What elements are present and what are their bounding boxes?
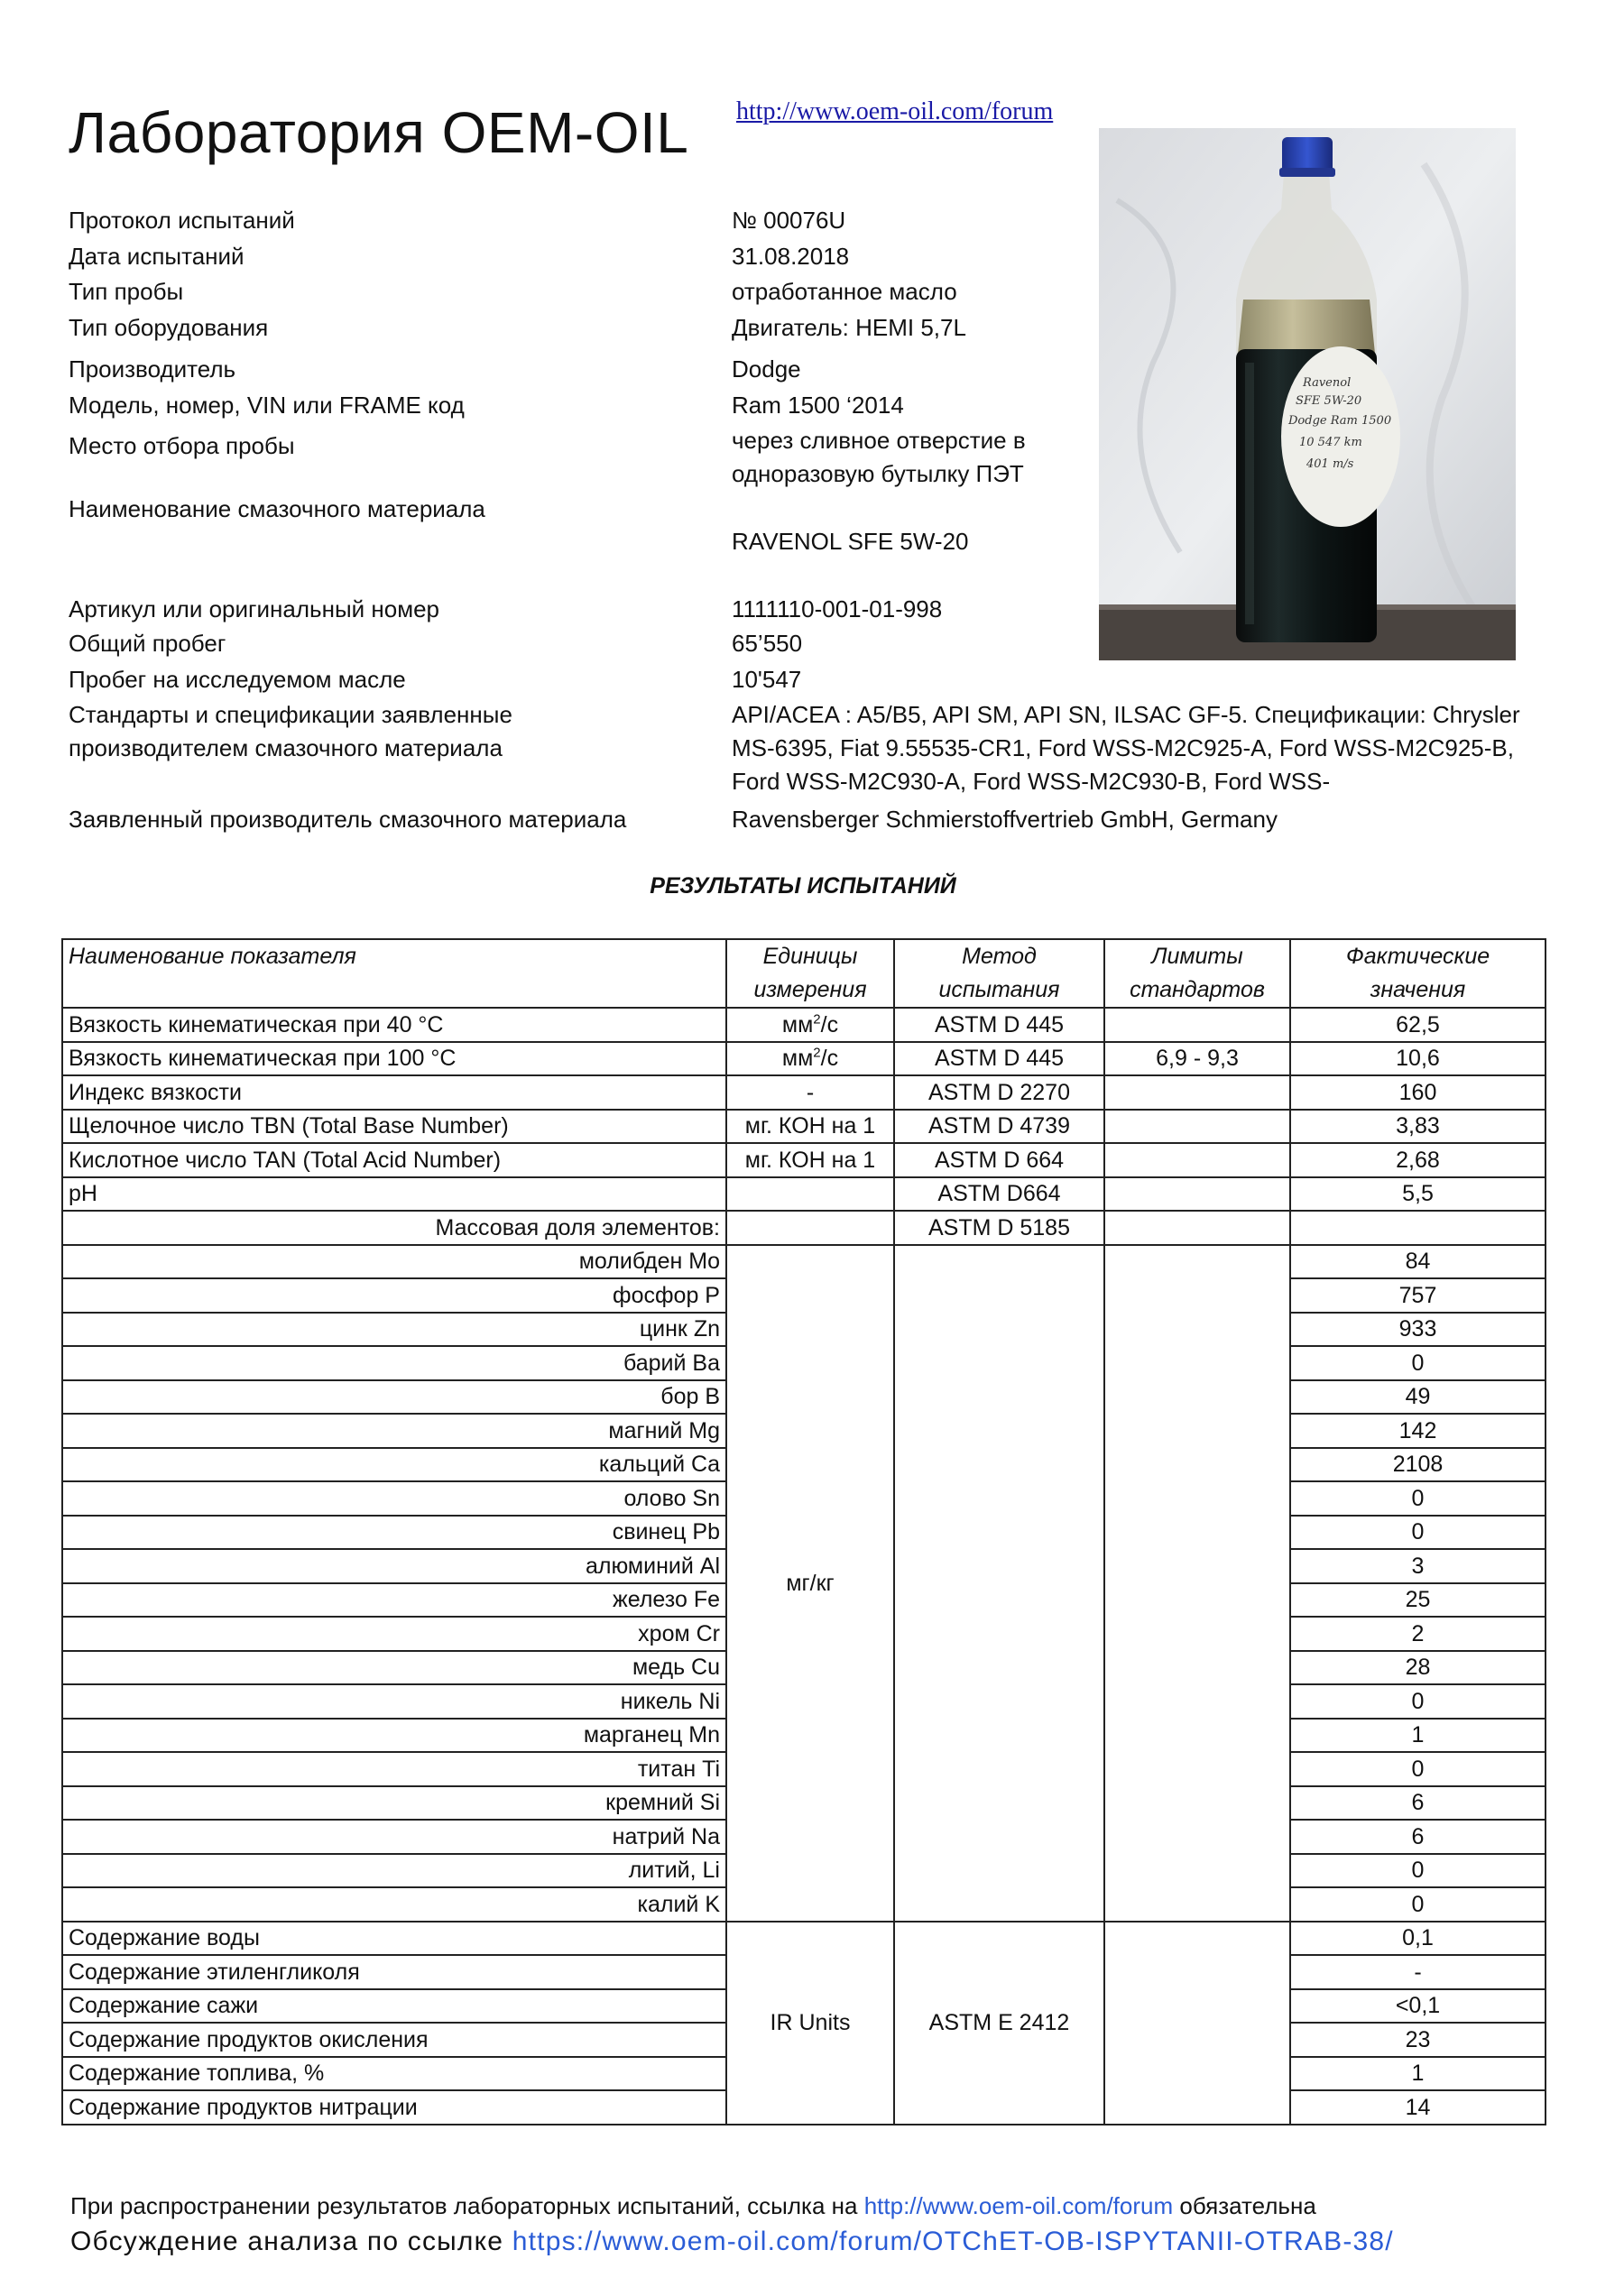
element-value: 0 — [1290, 1346, 1546, 1380]
label-line-1: Ravenol — [1303, 376, 1352, 390]
info-label: Производитель — [69, 355, 236, 383]
label-line-3: Dodge Ram 1500 — [1288, 414, 1392, 428]
unit-tail: /с — [820, 1046, 839, 1072]
info-value: Ravensberger Schmierstoffvertrieb GmbH, Germany — [732, 806, 1278, 833]
row-unit — [726, 1143, 894, 1177]
table-header-row — [62, 939, 1546, 1008]
label-line-4: 10 547 km — [1299, 436, 1362, 449]
row-name: Вязкость кинематическая при 100 °С — [62, 1042, 726, 1076]
table-row — [62, 1211, 1546, 1245]
row-unit — [726, 1075, 894, 1110]
ir-value: 0,1 — [1290, 1922, 1546, 1956]
info-label: Заявленный производитель смазочного материала — [69, 806, 627, 833]
info-label: Артикул или оригинальный номер — [69, 595, 439, 622]
element-name: олово Sn — [62, 1481, 726, 1516]
row-method: ASTM D 445 — [894, 1042, 1104, 1076]
row-method: ASTM D 445 — [894, 1008, 1104, 1042]
column-header: Единицы измерения — [726, 939, 894, 1008]
info-label: Наименование смазочного материала — [69, 495, 485, 522]
ir-value: 23 — [1290, 2023, 1546, 2057]
row-name: pH — [62, 1177, 726, 1212]
table-row — [62, 1075, 1546, 1110]
element-value: 2108 — [1290, 1448, 1546, 1482]
row-limit: 6,9 - 9,3 — [1104, 1042, 1290, 1076]
unit-exponent: 2 — [813, 1045, 821, 1061]
element-name: хром Cr — [62, 1617, 726, 1651]
element-name: натрий Na — [62, 1820, 726, 1854]
element-name: литий, Li — [62, 1854, 726, 1888]
element-name: калий K — [62, 1887, 726, 1922]
row-method: ASTM D 664 — [894, 1143, 1104, 1177]
elements-header: Массовая доля элементов: — [62, 1211, 726, 1245]
unit-text: мг. КОН на 1 — [744, 1113, 876, 1139]
row-method: ASTM D664 — [894, 1177, 1104, 1212]
ir-name: Содержание продуктов нитрации — [62, 2090, 726, 2125]
ir-value: - — [1290, 1955, 1546, 1989]
page-title: Лаборатория OEM-OIL — [69, 100, 689, 165]
row-limit — [1104, 1922, 1290, 2125]
ir-value: <0,1 — [1290, 1989, 1546, 2024]
element-name: медь Cu — [62, 1651, 726, 1685]
table-row — [62, 1245, 1546, 1279]
column-header: Фактические значения — [1290, 939, 1546, 1008]
element-value: 0 — [1290, 1854, 1546, 1888]
ir-value: 14 — [1290, 2090, 1546, 2125]
table-row — [62, 1008, 1546, 1042]
info-label: Общий пробег — [69, 630, 226, 657]
element-name: цинк Zn — [62, 1313, 726, 1347]
footer-discuss-link[interactable]: https://www.oem-oil.com/forum/OTChET-OB-ISPYTANII-OTRAB-38/ — [512, 2227, 1394, 2256]
row-value: 62,5 — [1290, 1008, 1546, 1042]
row-unit — [726, 1211, 894, 1245]
row-unit — [726, 1008, 894, 1042]
element-value: 0 — [1290, 1684, 1546, 1719]
row-limit — [1104, 1110, 1290, 1144]
ir-method: ASTM E 2412 — [894, 1922, 1104, 2125]
element-name: марганец Mn — [62, 1719, 726, 1753]
element-name: магний Mg — [62, 1414, 726, 1448]
table-row — [62, 1042, 1546, 1076]
row-name: Вязкость кинематическая при 40 °С — [62, 1008, 726, 1042]
results-table — [61, 938, 1546, 2125]
row-method: ASTM D 5185 — [894, 1211, 1104, 1245]
elements-unit: мг/кг — [726, 1245, 894, 1922]
element-value: 6 — [1290, 1786, 1546, 1821]
row-limit — [1104, 1245, 1290, 1922]
info-value: API/ACEA : A5/B5, API SM, API SN, ILSAC GF-5. Спецификации: Chrysler MS-6395, Fiat 9.55535-CR1, Ford WSS-M2C925-A, Ford WSS-M2C925-B, Ford WSS-M2C930-A, Ford WSS-M2C930-B, Ford WSS- — [732, 701, 1520, 795]
row-value: 10,6 — [1290, 1042, 1546, 1076]
info-value: 65’550 — [732, 630, 803, 657]
info-label: Тип оборудования — [69, 314, 269, 341]
unit-text: - — [806, 1079, 815, 1105]
row-unit — [726, 1177, 894, 1212]
ir-name: Содержание сажи — [62, 1989, 726, 2024]
row-value: 160 — [1290, 1075, 1546, 1110]
table-row — [62, 1110, 1546, 1144]
row-value — [1290, 1211, 1546, 1245]
row-limit — [1104, 1075, 1290, 1110]
row-limit — [1104, 1211, 1290, 1245]
element-value: 6 — [1290, 1820, 1546, 1854]
row-method: ASTM D 2270 — [894, 1075, 1104, 1110]
unit-text: мм — [781, 1011, 814, 1037]
element-value: 3 — [1290, 1549, 1546, 1583]
element-value: 757 — [1290, 1278, 1546, 1313]
label-line-5: 401 m/s — [1306, 457, 1354, 471]
results-title: РЕЗУЛЬТАТЫ ИСПЫТАНИЙ — [650, 873, 956, 899]
column-header: Лимиты стандартов — [1104, 939, 1290, 1008]
row-value: 5,5 — [1290, 1177, 1546, 1212]
footer-discuss-text: Обсуждение анализа по ссылке — [70, 2227, 504, 2256]
element-value: 0 — [1290, 1752, 1546, 1786]
info-value: Двигатель: HEMI 5,7L — [732, 314, 966, 341]
table-row — [62, 1922, 1546, 1956]
ir-name: Содержание воды — [62, 1922, 726, 1956]
row-value: 3,83 — [1290, 1110, 1546, 1144]
unit-text: мм — [781, 1046, 814, 1072]
footer-note-text: При распространении результатов лабораторных испытаний, ссылка на — [70, 2192, 858, 2219]
unit-tail: /с — [820, 1011, 839, 1037]
info-value: отработанное масло — [732, 278, 957, 305]
info-value: 10'547 — [732, 666, 802, 693]
column-header: Наименование показателя — [62, 939, 726, 1008]
row-unit — [726, 1042, 894, 1076]
row-method — [894, 1245, 1104, 1922]
unit-text: мг. КОН на 1 — [744, 1147, 876, 1173]
element-value: 25 — [1290, 1583, 1546, 1618]
element-name: титан Ti — [62, 1752, 726, 1786]
unit-exponent: 2 — [813, 1011, 821, 1028]
info-label: Дата испытаний — [69, 243, 245, 270]
element-value: 2 — [1290, 1617, 1546, 1651]
row-limit — [1104, 1177, 1290, 1212]
info-value: RAVENOL SFE 5W-20 — [732, 528, 969, 555]
row-name: Щелочное число TBN (Total Base Number) — [62, 1110, 726, 1144]
info-label: Тип пробы — [69, 278, 184, 305]
sample-bottle-photo — [1099, 128, 1516, 660]
ir-name: Содержание топлива, % — [62, 2057, 726, 2091]
element-name: фосфор P — [62, 1278, 726, 1313]
element-name: свинец Pb — [62, 1516, 726, 1550]
row-value: 2,68 — [1290, 1143, 1546, 1177]
footer-note-tail: обязательна — [1179, 2192, 1316, 2219]
info-label: Протокол испытаний — [69, 207, 295, 234]
row-limit — [1104, 1143, 1290, 1177]
ir-value: 1 — [1290, 2057, 1546, 2091]
row-unit — [726, 1110, 894, 1144]
footer-note — [70, 2192, 1316, 2220]
row-method: ASTM D 4739 — [894, 1110, 1104, 1144]
ir-name: Содержание этиленгликоля — [62, 1955, 726, 1989]
info-value: Ram 1500 ‘2014 — [732, 392, 904, 419]
element-value: 28 — [1290, 1651, 1546, 1685]
row-name: Кислотное число TAN (Total Acid Number) — [62, 1143, 726, 1177]
element-value: 1 — [1290, 1719, 1546, 1753]
footer-discussion — [70, 2227, 1394, 2257]
row-limit — [1104, 1008, 1290, 1042]
element-value: 0 — [1290, 1516, 1546, 1550]
ir-unit: IR Units — [726, 1922, 894, 2125]
element-name: никель Ni — [62, 1684, 726, 1719]
element-name: барий Ba — [62, 1346, 726, 1380]
ir-name: Содержание продуктов окисления — [62, 2023, 726, 2057]
element-value: 84 — [1290, 1245, 1546, 1279]
info-label: Пробег на исследуемом масле — [69, 666, 406, 693]
element-name: кальций Ca — [62, 1448, 726, 1482]
info-value: 1111110-001-01-998 — [732, 595, 943, 622]
info-value: 31.08.2018 — [732, 243, 850, 270]
table-row — [62, 1143, 1546, 1177]
info-label: Место отбора пробы — [69, 432, 295, 459]
forum-link[interactable]: http://www.oem-oil.com/forum — [736, 97, 1054, 125]
info-label: Стандарты и спецификации заявленные производителем смазочного материала — [69, 701, 512, 761]
element-name: молибден Mo — [62, 1245, 726, 1279]
element-value: 49 — [1290, 1380, 1546, 1415]
element-name: бор B — [62, 1380, 726, 1415]
element-value: 0 — [1290, 1481, 1546, 1516]
element-name: кремний Si — [62, 1786, 726, 1821]
element-value: 933 — [1290, 1313, 1546, 1347]
info-value: № 00076U — [732, 207, 846, 234]
label-line-2: SFE 5W-20 — [1296, 394, 1362, 408]
element-value: 142 — [1290, 1414, 1546, 1448]
table-row — [62, 1177, 1546, 1212]
element-name: железо Fe — [62, 1583, 726, 1618]
row-name: Индекс вязкости — [62, 1075, 726, 1110]
column-header: Метод испытания — [894, 939, 1104, 1008]
info-label: Модель, номер, VIN или FRAME код — [69, 392, 465, 419]
element-value: 0 — [1290, 1887, 1546, 1922]
info-value: через сливное отверстие в одноразовую бутылку ПЭТ — [732, 427, 1026, 487]
footer-forum-link[interactable]: http://www.oem-oil.com/forum — [863, 2192, 1174, 2219]
element-name: алюминий Al — [62, 1549, 726, 1583]
info-value: Dodge — [732, 355, 801, 383]
